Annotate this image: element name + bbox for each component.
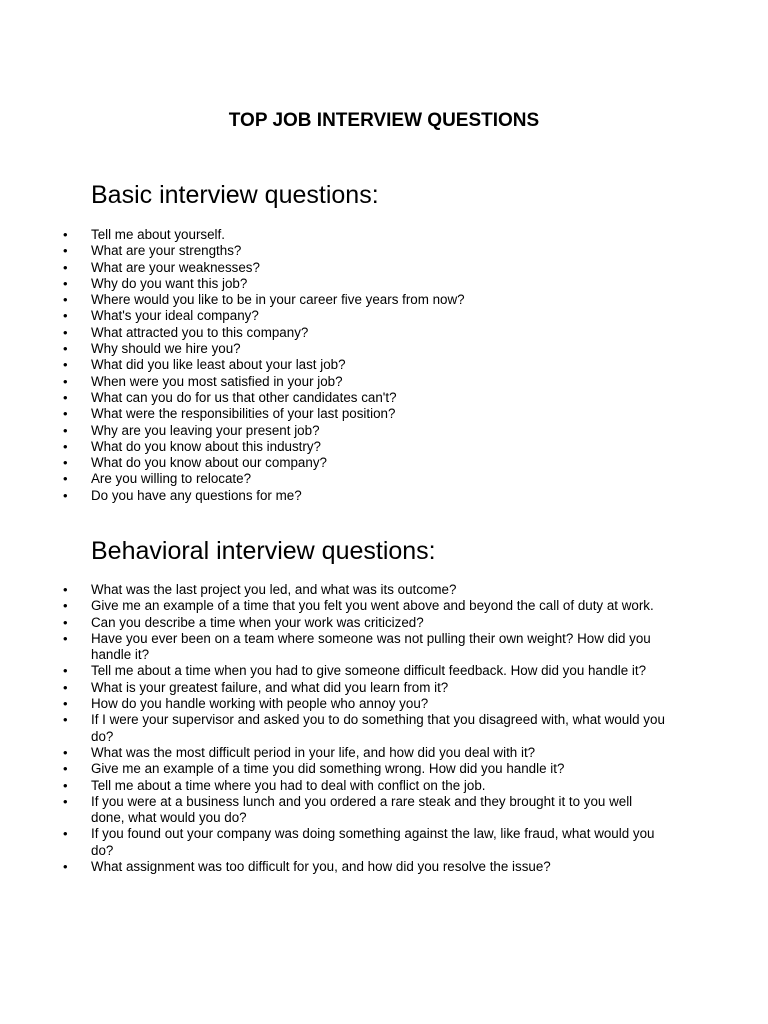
- question-text: Why do you want this job?: [91, 275, 248, 291]
- bullet-icon: •: [63, 227, 68, 242]
- question-list-item: [0, 471, 768, 487]
- question-text: Are you willing to relocate?: [91, 471, 252, 487]
- question-text: What can you do for us that other candidates can't?: [91, 389, 397, 405]
- question-list-item: [0, 406, 768, 422]
- bullet-icon: •: [63, 438, 68, 454]
- bullet-icon: •: [63, 471, 68, 487]
- question-list-item: [0, 308, 768, 324]
- question-list-item: [0, 455, 768, 471]
- bullet-icon: •: [63, 777, 68, 793]
- question-list-item: [0, 826, 768, 859]
- question-list-item: [0, 794, 768, 827]
- question-list-item: [0, 260, 768, 276]
- question-list-item: [0, 341, 768, 357]
- question-text: Why are you leaving your present job?: [91, 422, 320, 438]
- question-text: What was the most difficult period in your life, and how did you deal with it?: [91, 744, 536, 760]
- question-text: If you were at a business lunch and you ordered a rare steak and they brought it to you well done, what would you do?: [91, 793, 633, 826]
- question-list-item: [0, 598, 768, 614]
- bullet-icon: •: [63, 679, 68, 695]
- bullet-icon: •: [63, 455, 68, 471]
- bullet-icon: •: [63, 308, 68, 324]
- question-list-item: [0, 663, 768, 679]
- bullet-icon: •: [63, 275, 68, 291]
- question-text: What do you know about this industry?: [91, 438, 322, 454]
- question-text: What did you like least about your last job?: [91, 357, 346, 373]
- question-list-item: [0, 582, 768, 598]
- question-list-item: [0, 390, 768, 406]
- question-text: What attracted you to this company?: [91, 324, 309, 340]
- question-list-item: [0, 292, 768, 308]
- basic-questions-heading: Basic interview questions:: [91, 181, 379, 209]
- bullet-icon: •: [63, 357, 68, 373]
- bullet-icon: •: [63, 614, 68, 630]
- bullet-icon: •: [63, 630, 68, 646]
- question-text: Do you have any questions for me?: [91, 487, 302, 503]
- question-text: Tell me about a time where you had to deal with conflict on the job.: [91, 777, 486, 793]
- question-text: Tell me about a time when you had to give someone difficult feedback. How did you handle it?: [91, 663, 647, 679]
- question-text: Tell me about yourself.: [91, 227, 225, 242]
- question-list-item: [0, 423, 768, 439]
- question-text: What is your greatest failure, and what did you learn from it?: [91, 679, 449, 695]
- bullet-icon: •: [63, 487, 68, 503]
- question-list-item: [0, 374, 768, 390]
- bullet-icon: •: [63, 859, 68, 875]
- question-text: Give me an example of a time that you felt you went above and beyond the call of duty at work.: [91, 598, 654, 614]
- behavioral-questions-list: [0, 582, 768, 875]
- question-text: How do you handle working with people who annoy you?: [91, 696, 429, 712]
- question-list-item: [0, 615, 768, 631]
- question-text: What's your ideal company?: [91, 308, 259, 324]
- question-text: Why should we hire you?: [91, 341, 241, 357]
- question-list-item: [0, 439, 768, 455]
- bullet-icon: •: [63, 598, 68, 614]
- question-text: What do you know about our company?: [91, 455, 327, 471]
- bullet-icon: •: [63, 696, 68, 712]
- question-list-item: [0, 761, 768, 777]
- bullet-icon: •: [63, 341, 68, 357]
- question-text: Give me an example of a time you did something wrong. How did you handle it?: [91, 761, 565, 777]
- bullet-icon: •: [63, 406, 68, 422]
- question-list-item: [0, 859, 768, 875]
- question-text: What were the responsibilities of your last position?: [91, 406, 396, 422]
- bullet-icon: •: [63, 259, 68, 275]
- question-list-item: [0, 778, 768, 794]
- question-text: If I were your supervisor and asked you to do something that you disagreed with, what would you do?: [91, 712, 665, 744]
- question-list-item: [0, 357, 768, 373]
- bullet-icon: •: [63, 389, 68, 405]
- question-list-item: [0, 680, 768, 696]
- question-list-item: [0, 325, 768, 341]
- question-text: What are your strengths?: [91, 243, 242, 259]
- bullet-icon: •: [63, 663, 68, 679]
- question-text: What are your weaknesses?: [91, 259, 260, 275]
- document-title: TOP JOB INTERVIEW QUESTIONS: [228, 110, 540, 131]
- bullet-icon: •: [63, 826, 68, 842]
- question-text: What assignment was too difficult for you, and how did you resolve the issue?: [91, 859, 551, 875]
- bullet-icon: •: [63, 243, 68, 259]
- question-list-item: [0, 696, 768, 712]
- question-text: Where would you like to be in your career five years from now?: [91, 292, 465, 308]
- question-list-item: [0, 712, 768, 745]
- bullet-icon: •: [63, 373, 68, 389]
- bullet-icon: •: [63, 793, 68, 809]
- question-list-item: [0, 243, 768, 259]
- bullet-icon: •: [63, 582, 68, 597]
- question-text: Can you describe a time when your work was criticized?: [91, 614, 424, 630]
- question-text: When were you most satisfied in your job?: [91, 373, 343, 389]
- bullet-icon: •: [63, 324, 68, 340]
- bullet-icon: •: [63, 422, 68, 438]
- basic-questions-list: [0, 227, 768, 504]
- bullet-icon: •: [63, 744, 68, 760]
- question-text: If you found out your company was doing something against the law, like fraud, what would you do?: [91, 826, 655, 858]
- question-list-item: [0, 488, 768, 504]
- question-list-item: [0, 745, 768, 761]
- question-text: Have you ever been on a team where someone was not pulling their own weight? How did you handle it?: [91, 630, 651, 663]
- bullet-icon: •: [63, 292, 68, 308]
- bullet-icon: •: [63, 761, 68, 777]
- bullet-icon: •: [63, 712, 68, 728]
- question-list-item: [0, 227, 768, 243]
- question-text: What was the last project you led, and what was its outcome?: [91, 582, 457, 597]
- behavioral-questions-heading: Behavioral interview questions:: [91, 537, 436, 565]
- question-list-item: [0, 631, 768, 664]
- question-list-item: [0, 276, 768, 292]
